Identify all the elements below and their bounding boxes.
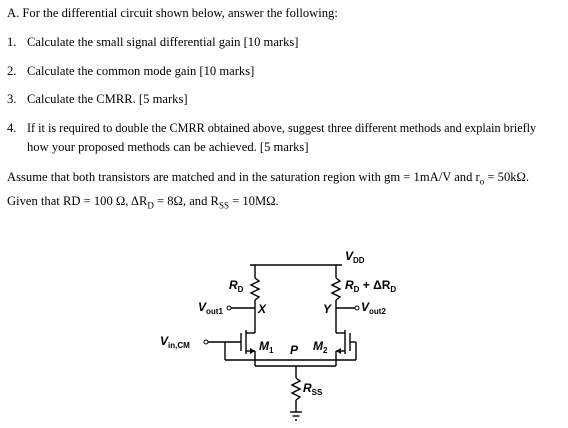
node-p-label: P [290,343,299,357]
assumption-part: = 50kΩ. [484,170,530,184]
label-sub: 2 [323,346,328,355]
label-sub: SS [311,388,323,397]
label-sub: D [237,285,244,294]
node-x-label: X [258,302,267,316]
label-main: R [229,278,238,292]
question-1: Calculate the small signal differential gain [10 marks] [27,35,299,49]
vout2-label [361,300,386,316]
node-y-label: Y [323,302,332,316]
rd-right-label [345,278,396,294]
question-4-continuation: how your proposed methods can be achieved. [5 marks] [27,140,309,154]
vdd-label [345,249,365,265]
label-main: V [198,300,207,314]
rd-left-label [229,278,244,294]
label-main: + ΔR [359,278,391,292]
assumption-part: Assume that both transistors are matched and in the saturation region with gm = 1mA/V and r [7,170,480,184]
m2-arrow-icon [336,348,341,354]
rss-label [303,381,323,397]
m1-label [259,339,274,355]
m1-arrow-icon [250,348,255,354]
label-sub: in,CM [168,341,190,350]
assumption-subscript: o [479,176,485,187]
label-main: M [259,339,269,353]
label-sub: 1 [269,346,274,355]
vin-terminal [204,340,208,344]
question-4: If it is required to double the CMRR obtained above, suggest three different methods and explain briefly [27,121,537,135]
vout1-terminal [227,306,231,310]
label-main: R [303,381,312,395]
question-2-number: 2. [7,64,17,78]
label-main: V [361,300,370,314]
question-3-number: 3. [7,92,17,106]
rd-left-resistor [251,278,259,300]
m2-label [313,339,328,355]
given-subscript: SS [218,200,229,211]
given-part: Given that RD = 100 Ω, ΔR [7,194,148,208]
question-4-number: 4. [7,121,17,135]
section-heading: A. For the differential circuit shown below, answer the following: [7,6,338,20]
vout1-label [198,300,223,316]
given-subscript: D [147,200,154,211]
question-3: Calculate the CMRR. [5 marks] [27,92,188,106]
label-sub: out2 [369,307,386,316]
label-main: M [313,339,323,353]
rss-resistor [292,378,300,400]
question-1-number: 1. [7,35,17,49]
label-sub: D [390,285,397,294]
rd-right-resistor [332,278,340,300]
label-sub: D [353,285,360,294]
question-2: Calculate the common mode gain [10 marks] [27,64,255,78]
label-sub: out1 [206,307,223,316]
label-sub: DD [353,256,365,265]
label-main: V [345,249,354,263]
vin-cm-label [160,334,190,350]
label-main: V [160,334,169,348]
vout2-terminal [355,306,359,310]
label-main: R [345,278,354,292]
given-part: = 10MΩ. [228,194,279,208]
given-part: = 8Ω, and R [153,194,219,208]
